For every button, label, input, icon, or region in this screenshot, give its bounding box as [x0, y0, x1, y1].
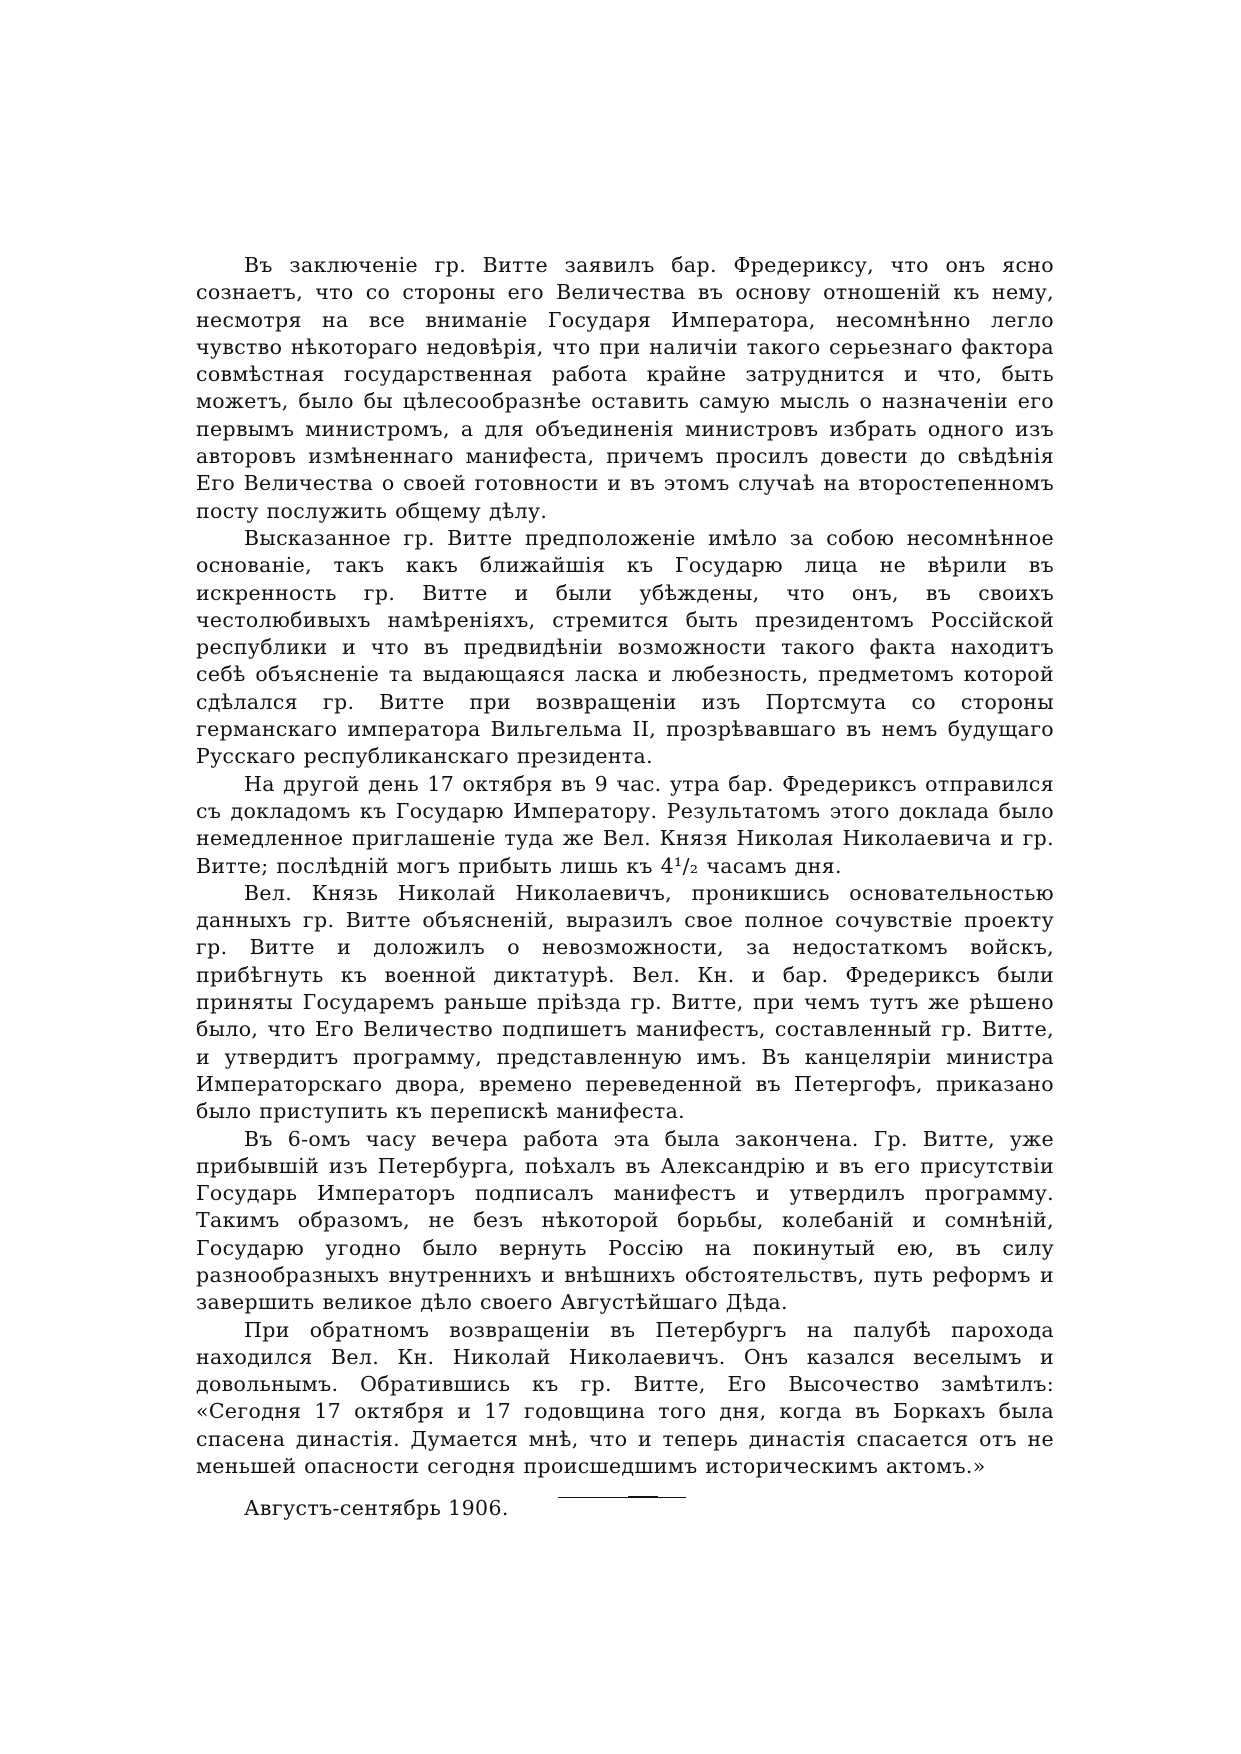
document-body: [196, 252, 1054, 1523]
paragraph-4: Вел. Князь Николай Николаевичъ, проникшись основательностью данныхъ гр. Витте объясненій, выразилъ свое полное сочувствіе проекту гр. Витте и доложилъ о невозможности, за недостаткомъ войскъ, прибѣгнуть къ военной диктатурѣ. Вел. Кн. и бар. Фредериксъ были приняты Государемъ раньше пріѣзда гр. Витте, при чемъ тутъ же рѣшено было, что Его Величество подпишетъ манифестъ, составленный гр. Витте, и утвердитъ программу, представленную имъ. Въ канцеляріи министра Императорскаго двора, времено переведенной въ Петергофъ, приказано было приступить къ перепискѣ манифеста.: [196, 880, 1054, 1124]
paragraph-1: Въ заключеніе гр. Витте заявилъ бар. Фредериксу, что онъ ясно сознаетъ, что со стороны его Величества въ основу отношеній къ нему, несмотря на все вниманіе Государя Императора, несомнѣнно легло чувство нѣкотораго недовѣрія, что при наличіи такого серьезнаго фактора совмѣстная государственная работа крайне затруднится и что, быть можетъ, было бы цѣлесообразнѣе оставить самую мысль о назначеніи его первымъ министромъ, а для объединенія министровъ избрать одного изъ авторовъ измѣненнаго манифеста, причемъ просилъ довести до свѣдѣнія Его Величества о своей готовности и въ этомъ случаѣ на второстепенномъ посту послужить общему дѣлу.: [196, 253, 1054, 523]
paragraph-2: Высказанное гр. Витте предположеніе имѣло за собою несомнѣнное основаніе, такъ какъ ближайшія къ Государю лица не вѣрили въ искренность гр. Витте и были убѣждены, что онъ, въ своихъ честолюбивыхъ намѣреніяхъ, стремится быть президентомъ Россійской республики и что въ предвидѣніи возможности такого факта находитъ себѣ объясненіе та выдающаяся ласка и любезность, предметомъ которой сдѣлался гр. Витте при возвращеніи изъ Портсмута со стороны германскаго императора Вильгельма II, прозрѣвавшаго въ немъ будущаго Русскаго республиканскаго президента.: [196, 525, 1054, 769]
dateline: Августъ-сентябрь 1906.: [244, 1496, 509, 1521]
paragraph-3: На другой день 17 октября въ 9 час. утра бар. Фредериксъ отправился съ докладомъ къ Государю Императору. Результатомъ этого доклада было немедленное приглашеніе туда же Вел. Князя Николая Николаевича и гр. Витте; послѣдній могъ прибыть лишь къ 4¹/₂ часамъ дня.: [196, 771, 1054, 878]
paragraph-5: Въ 6-омъ часу вечера работа эта была закончена. Гр. Витте, уже прибывшій изъ Петербурга, поѣхалъ въ Александрію и въ его присутствіи Государь Императоръ подписалъ манифестъ и утвердилъ программу. Такимъ образомъ, не безъ нѣкоторой борьбы, колебаній и сомнѣній, Государю угодно было вернуть Россію на покинутый ею, въ силу разнообразныхъ внутреннихъ и внѣшнихъ обстоятельствъ, путь реформъ и завершить великое дѣло своего Августѣйшаго Дѣда.: [196, 1126, 1054, 1315]
paragraph-6: При обратномъ возвращеніи въ Петербургъ на палубѣ парохода находился Вел. Кн. Николай Николаевичъ. Онъ казался веселымъ и довольнымъ. Обратившись къ гр. Витте, Его Высочество замѣтилъ: «Сегодня 17 октября и 17 годовщина того дня, когда въ Боркахъ была спасена династія. Думается мнѣ, что и теперь династія спасается отъ не меньшей опасности сегодня происшедшимъ историческимъ актомъ.»: [196, 1317, 1054, 1479]
end-divider-rule: [558, 1497, 686, 1498]
